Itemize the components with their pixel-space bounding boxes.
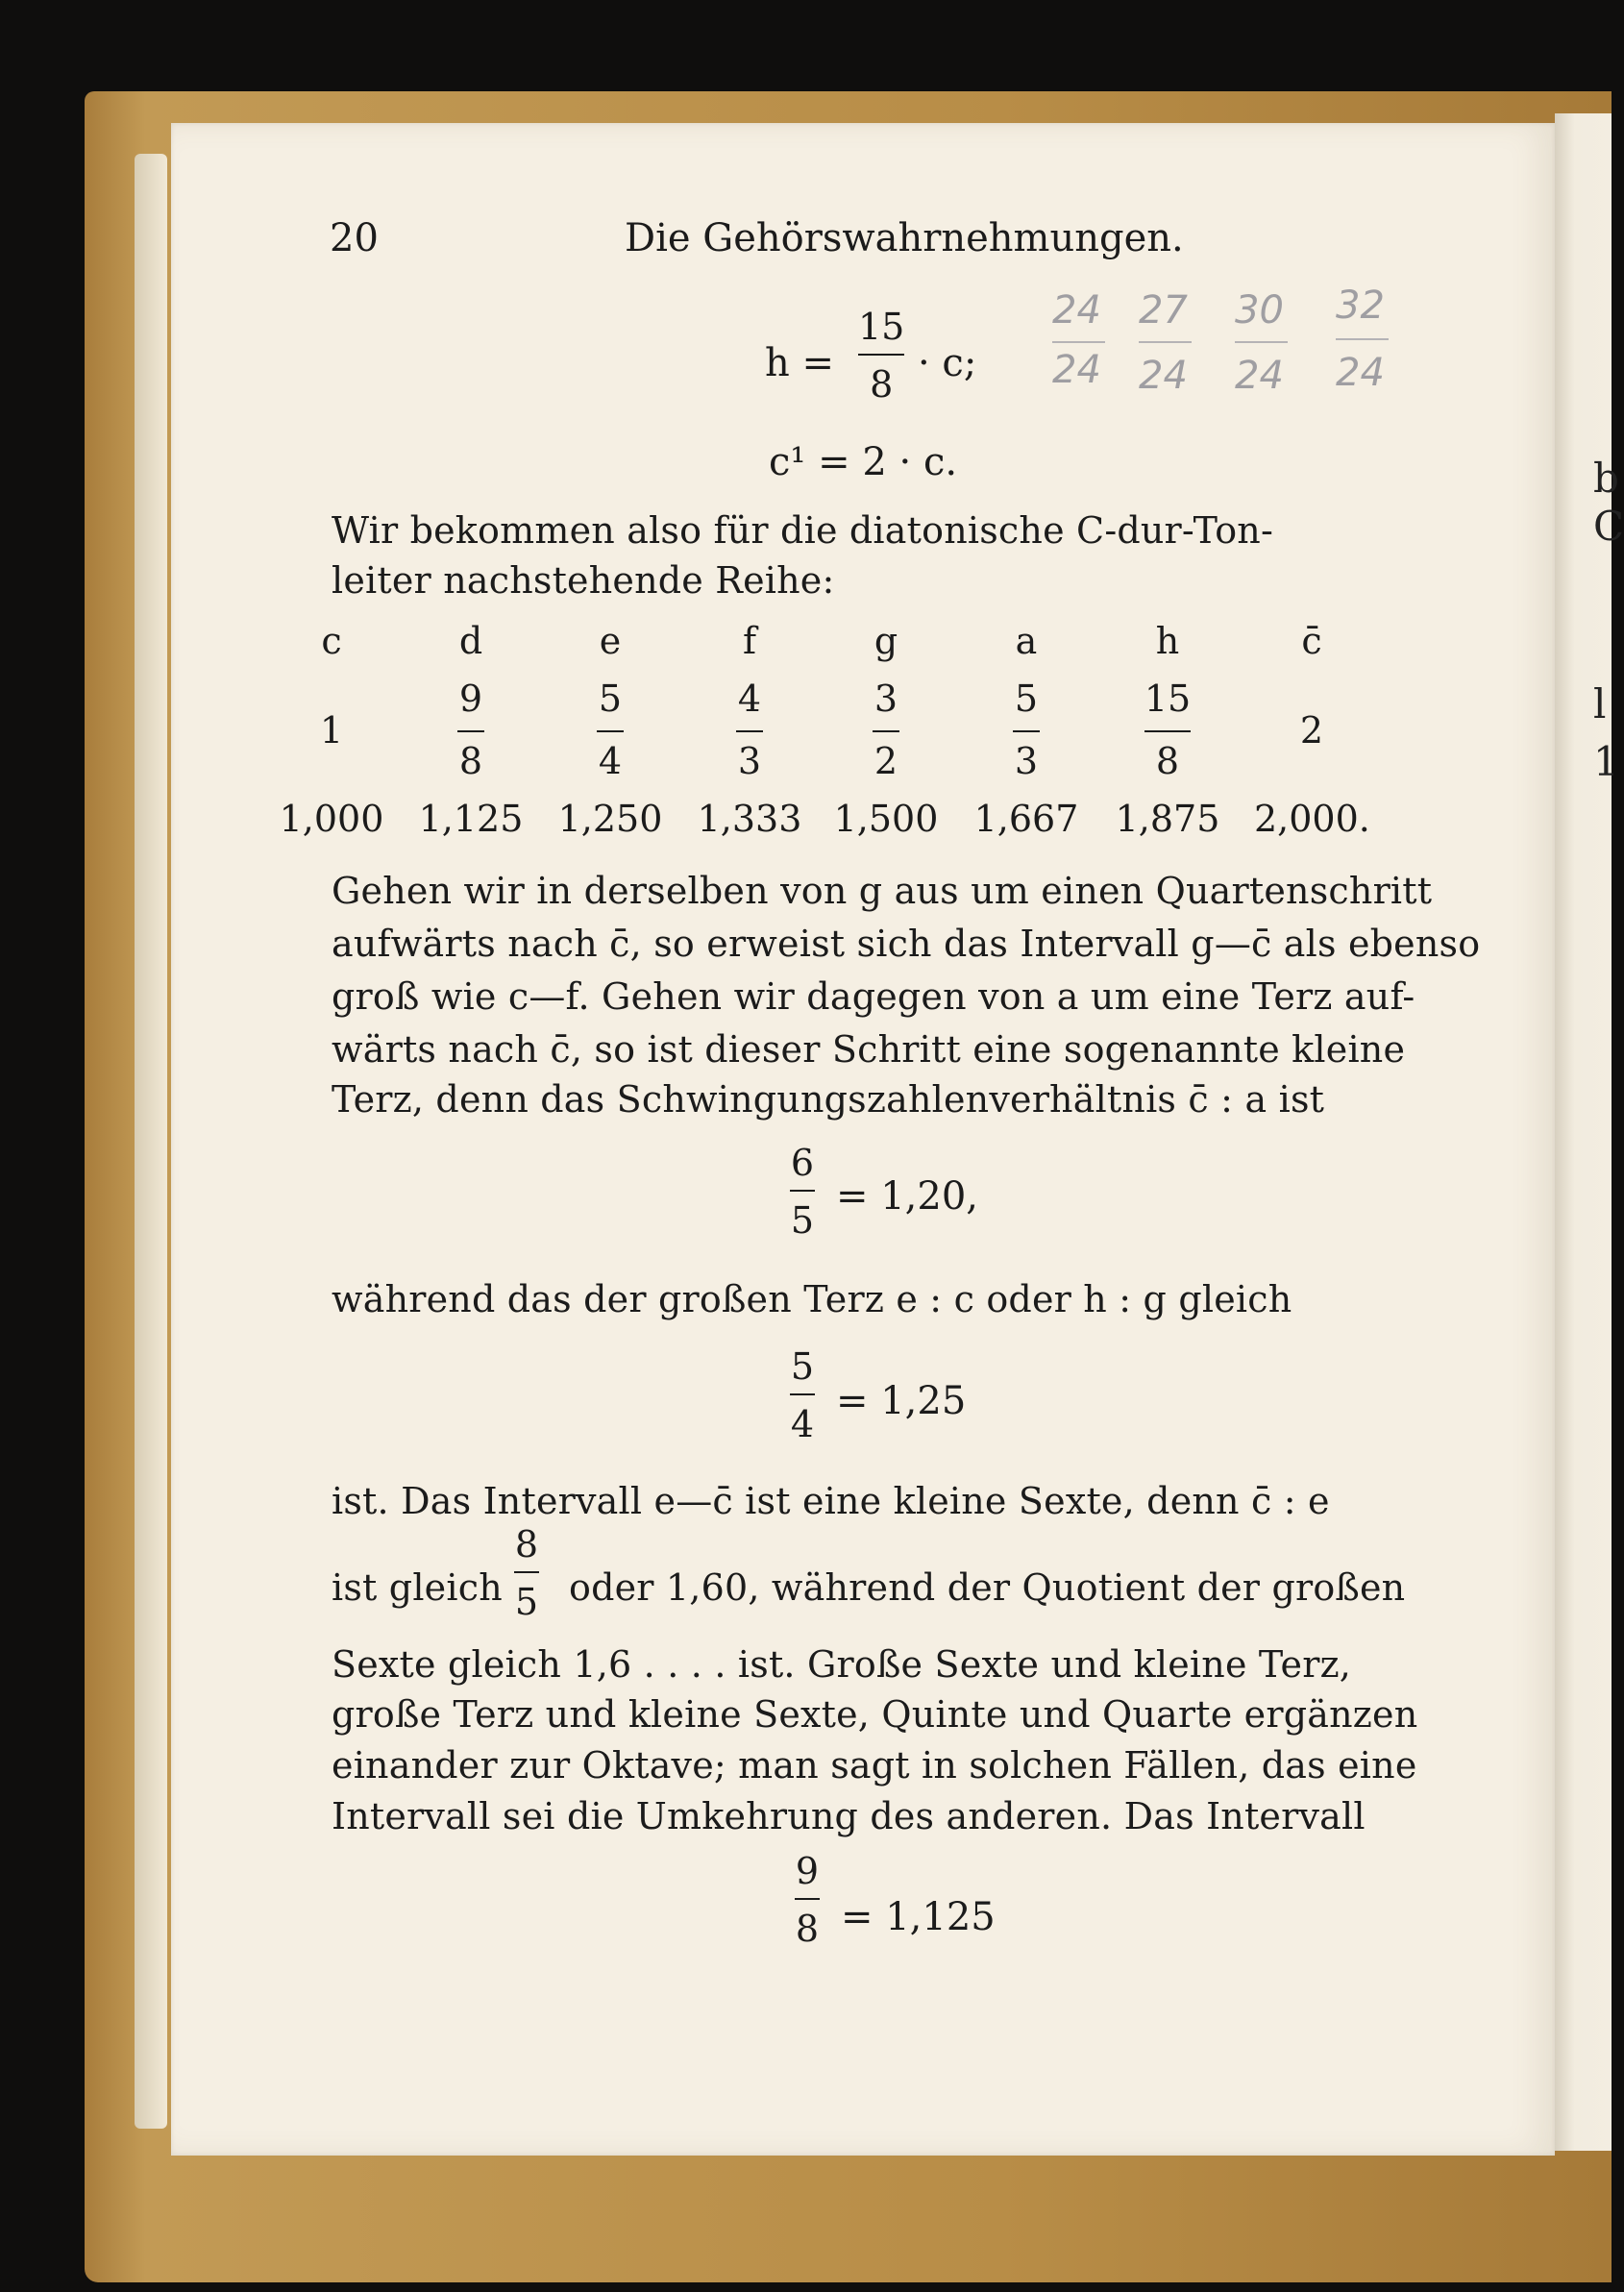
fraction-bar bbox=[795, 1898, 820, 1900]
pencil-note-den-1: 24 bbox=[1052, 348, 1101, 392]
pencil-note-num-1: 24 bbox=[1052, 288, 1101, 333]
equation-value: = 1,125 bbox=[841, 1895, 996, 1939]
scale-decimal: 1,250 bbox=[557, 798, 663, 840]
fraction-denominator: 8 bbox=[870, 363, 894, 406]
pencil-bar bbox=[1139, 341, 1192, 343]
page-number: 20 bbox=[330, 216, 379, 260]
scale-note: d bbox=[458, 620, 483, 662]
fraction-bar bbox=[514, 1571, 539, 1573]
text-line: Intervall sei die Umkehrung des anderen. Das Intervall bbox=[332, 1795, 1366, 1837]
text-line: während das der großen Terz e : c oder h : g gleich bbox=[332, 1278, 1292, 1320]
scale-ratio-bar bbox=[736, 730, 763, 732]
text-line: leiter nachstehende Reihe: bbox=[332, 559, 835, 602]
text-line: große Terz und kleine Sexte, Quinte und Quarte ergänzen bbox=[332, 1693, 1418, 1736]
text-line: Wir bekommen also für die diatonische C-dur-Ton- bbox=[332, 509, 1273, 552]
pencil-bar bbox=[1052, 341, 1105, 343]
formula-h-left: h = bbox=[765, 341, 834, 385]
scale-ratio-bar bbox=[457, 730, 484, 732]
facing-page-fragment: b bbox=[1593, 455, 1619, 502]
scale-decimal: 1,333 bbox=[697, 798, 802, 840]
scale-ratio-bar bbox=[873, 730, 899, 732]
scale-decimal: 1,000 bbox=[279, 798, 384, 840]
scale-decimal: 1,500 bbox=[833, 798, 939, 840]
text-line: Sexte gleich 1,6 . . . . ist. Große Sexte und kleine Terz, bbox=[332, 1643, 1352, 1686]
fraction-numerator: 9 bbox=[795, 1850, 820, 1892]
scale-note: f bbox=[742, 620, 757, 662]
facing-page-fragment: l bbox=[1593, 680, 1607, 727]
text-line: aufwärts nach c̄, so erweist sich das Intervall g—c̄ als ebenso bbox=[332, 923, 1481, 965]
text-line: wärts nach c̄, so ist dieser Schritt eine sogenannte kleine bbox=[332, 1028, 1406, 1071]
scale-ratio-bar bbox=[1013, 730, 1040, 732]
scale-ratio-numerator: 4 bbox=[737, 678, 762, 720]
scale-ratio-denominator: 4 bbox=[598, 740, 623, 782]
scale-note: e bbox=[599, 620, 622, 662]
facing-page-edge bbox=[1555, 113, 1624, 2151]
formula-h-fraction bbox=[858, 306, 904, 406]
fraction-numerator: 6 bbox=[790, 1142, 815, 1184]
scale-decimal: 1,125 bbox=[418, 798, 524, 840]
scale-note: c bbox=[321, 620, 342, 662]
fraction-denominator: 5 bbox=[790, 1199, 815, 1242]
fraction-denominator: 8 bbox=[795, 1908, 820, 1950]
text-line: ist. Das Intervall e—c̄ ist eine kleine Sexte, denn c̄ : e bbox=[332, 1480, 1330, 1522]
scale-ratio-numerator: 9 bbox=[458, 678, 483, 720]
text-line: groß wie c—f. Gehen wir dagegen von a um eine Terz auf- bbox=[332, 975, 1415, 1018]
pencil-bar bbox=[1336, 338, 1389, 340]
facing-page-fragment: 1 bbox=[1593, 738, 1619, 785]
equation-value: = 1,25 bbox=[836, 1379, 967, 1423]
fraction-bar bbox=[790, 1190, 815, 1192]
text-line: einander zur Oktave; man sagt in solchen Fällen, das eine bbox=[332, 1744, 1417, 1787]
scale-ratio-whole: 1 bbox=[319, 709, 344, 752]
pencil-note-num-4: 32 bbox=[1336, 283, 1385, 328]
scale-ratio-bar bbox=[597, 730, 624, 732]
scale-ratio-numerator: 15 bbox=[1144, 678, 1192, 720]
scale-ratio-denominator: 3 bbox=[1014, 740, 1039, 782]
scale-ratio-denominator: 8 bbox=[458, 740, 483, 782]
equation-fraction bbox=[790, 1142, 815, 1242]
fraction-bar bbox=[858, 354, 904, 356]
scale-ratio-bar bbox=[1144, 730, 1191, 732]
pencil-note-den-2: 24 bbox=[1139, 354, 1188, 398]
fraction-bar bbox=[790, 1393, 815, 1395]
scale-note: h bbox=[1155, 620, 1180, 662]
scale-note: g bbox=[874, 620, 898, 662]
pencil-note-den-4: 24 bbox=[1336, 351, 1385, 395]
fraction-denominator: 4 bbox=[790, 1403, 815, 1445]
text-line: ist gleich bbox=[332, 1566, 503, 1609]
formula-c1: c¹ = 2 · c. bbox=[769, 440, 958, 484]
page-edges bbox=[135, 154, 167, 2129]
equation-fraction bbox=[795, 1850, 820, 1950]
fraction-denominator: 5 bbox=[514, 1581, 539, 1623]
pencil-bar bbox=[1235, 341, 1288, 343]
pencil-note-num-3: 30 bbox=[1235, 288, 1284, 333]
scale-decimal: 2,000. bbox=[1254, 798, 1370, 840]
equation-fraction bbox=[790, 1345, 815, 1445]
scale-ratio-denominator: 3 bbox=[737, 740, 762, 782]
scale-ratio-numerator: 3 bbox=[874, 678, 898, 720]
scale-note: c̄ bbox=[1301, 620, 1322, 662]
formula-h-right: · c; bbox=[918, 341, 977, 385]
scale-ratio-numerator: 5 bbox=[598, 678, 623, 720]
fraction-numerator: 15 bbox=[858, 306, 905, 348]
text-line: Gehen wir in derselben von g aus um einen Quartenschritt bbox=[332, 870, 1433, 912]
running-title: Die Gehörswahrnehmungen. bbox=[625, 216, 1184, 260]
scale-note: a bbox=[1015, 620, 1038, 662]
scale-decimal: 1,875 bbox=[1115, 798, 1220, 840]
pencil-note-num-2: 27 bbox=[1139, 288, 1188, 333]
inline-fraction bbox=[514, 1523, 539, 1623]
fraction-numerator: 5 bbox=[790, 1345, 815, 1388]
scale-ratio-numerator: 5 bbox=[1014, 678, 1039, 720]
text-line: oder 1,60, während der Quotient der großen bbox=[569, 1566, 1406, 1609]
book-page bbox=[171, 123, 1555, 2156]
scale-ratio-whole: 2 bbox=[1299, 709, 1324, 752]
scale-ratio-denominator: 8 bbox=[1155, 740, 1180, 782]
scale-decimal: 1,667 bbox=[973, 798, 1079, 840]
text-line: Terz, denn das Schwingungszahlenverhältnis c̄ : a ist bbox=[332, 1078, 1325, 1121]
pencil-note-den-3: 24 bbox=[1235, 354, 1284, 398]
fraction-numerator: 8 bbox=[514, 1523, 539, 1565]
equation-value: = 1,20, bbox=[836, 1174, 979, 1219]
scale-ratio-denominator: 2 bbox=[874, 740, 898, 782]
facing-page-fragment: C bbox=[1593, 503, 1624, 550]
